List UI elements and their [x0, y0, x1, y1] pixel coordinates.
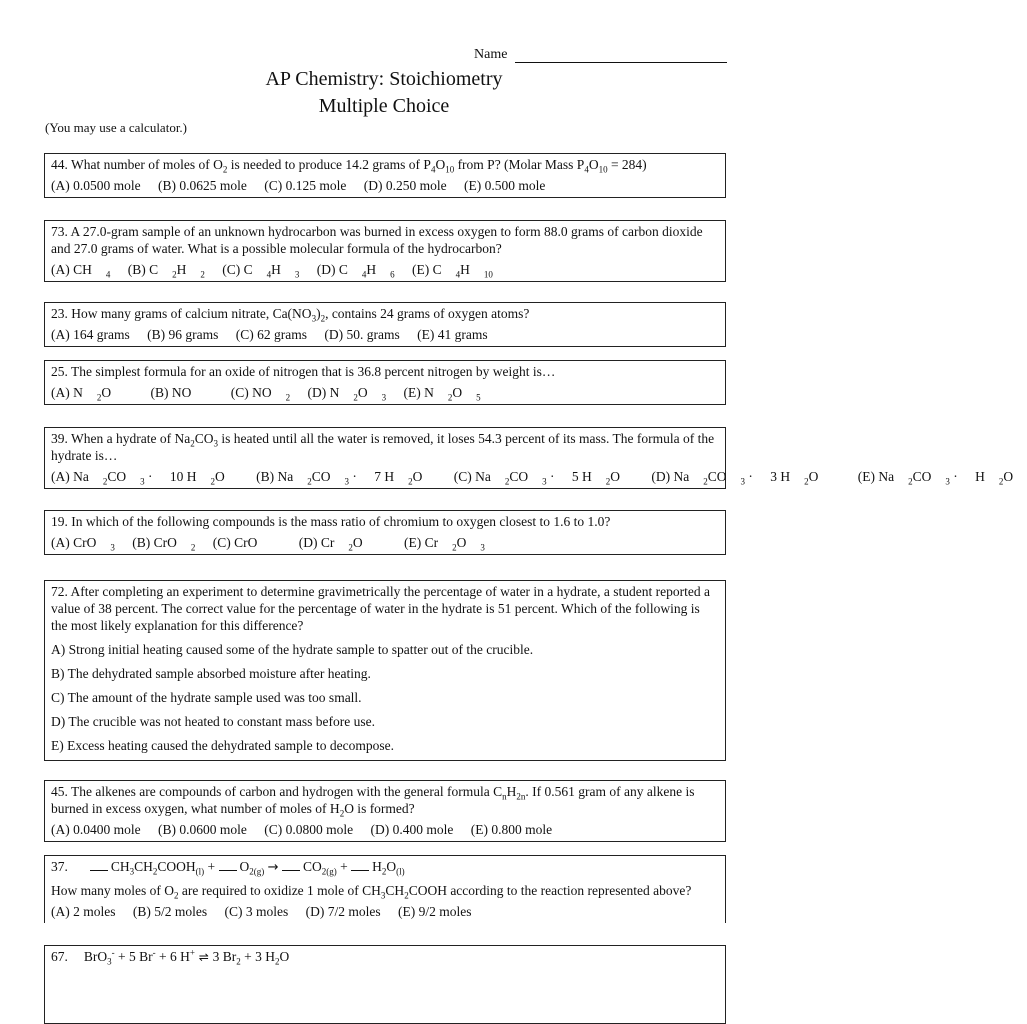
answer-d[interactable]: (D) Na $_2$CO $_3$ · 3 H $_2$O — [651, 469, 819, 487]
answer-c[interactable]: (C) CrO — [212, 535, 258, 550]
answer-b[interactable]: (B) Na $_2$CO $_3$ · 7 H $_2$O — [256, 469, 423, 487]
answer-c[interactable]: (C) 0.125 mole — [264, 178, 347, 193]
answer-choices — [51, 903, 719, 920]
answer-b[interactable]: (B) 0.0600 mole — [157, 822, 247, 837]
answer-b[interactable]: (B) NO — [150, 385, 192, 400]
question-72 — [44, 580, 726, 761]
blank-4[interactable] — [351, 858, 369, 871]
answer-d[interactable]: (D) 7/2 moles — [305, 904, 381, 919]
blank-3[interactable] — [282, 858, 300, 871]
question-text: 44. What number of moles of $O_2$ is needed to produce 14.2 grams of $P_4O_{10}$ from P? (Molar Mass $P_4O_{10} = 284$) — [51, 157, 647, 175]
question-text: 39. When a hydrate of $Na_2CO_3$ is heated until all the water is removed, it loses 54.3 percent of its mass. The formula of the hydrate is… — [51, 431, 715, 463]
page-subtitle: Multiple Choice — [318, 95, 450, 117]
blank-1[interactable] — [90, 858, 108, 871]
answer-a[interactable]: (A) 0.0500 mole — [51, 178, 141, 193]
name-line[interactable] — [515, 48, 727, 63]
answer-e[interactable]: (E) 0.800 mole — [470, 822, 553, 837]
option-e[interactable]: E) Excess heating caused the dehydrated sample to decompose. — [51, 738, 395, 753]
option-c[interactable]: C) The amount of the hydrate sample used was too small. — [51, 690, 362, 705]
answer-choices — [51, 821, 719, 838]
answer-c[interactable]: (C) 3 moles — [224, 904, 289, 919]
question-67 — [44, 945, 726, 1024]
question-37 — [44, 855, 726, 923]
answer-choices — [51, 177, 719, 194]
answer-a[interactable]: (A) N $_2$O — [51, 385, 112, 403]
answer-c[interactable]: (C) 62 grams — [235, 327, 307, 342]
answer-a[interactable]: (A) Na $_2$CO $_3$ · 10 H $_2$O — [51, 469, 225, 487]
reaction-equation: 67. BrO$_3$- + 5 Br- + 6 H+ ⇌ 3 $Br_2 + 3$ $H_2O$ — [51, 947, 290, 967]
answer-a[interactable]: (A) CrO $_3$ — [51, 535, 115, 553]
question-39 — [44, 427, 1014, 489]
answer-choices — [51, 326, 719, 343]
blank-2[interactable] — [219, 858, 237, 871]
answer-d[interactable]: (D) C $_4$H $_6$ — [316, 262, 395, 280]
name-label: Name — [474, 47, 508, 62]
question-text: 19. In which of the following compounds is the mass ratio of chromium to oxygen closest to 1.6 to 1.0? — [51, 514, 611, 529]
answer-d[interactable]: (D) 50. grams — [324, 327, 400, 342]
answer-d[interactable]: (D) N $_2$O $_3$ — [307, 385, 387, 403]
answer-c[interactable]: (C) C $_4$H $_3$ — [222, 262, 300, 280]
answer-choices — [51, 261, 719, 278]
question-45 — [44, 780, 726, 842]
answer-e[interactable]: (E) 41 grams — [417, 327, 488, 342]
option-d[interactable]: D) The crucible was not heated to constant mass before use. — [51, 714, 376, 729]
option-b[interactable]: B) The dehydrated sample absorbed moisture after heating. — [51, 666, 371, 681]
answer-a[interactable]: (A) 164 grams — [51, 327, 130, 342]
answer-b[interactable]: (B) C $_2$H $_2$ — [127, 262, 205, 280]
answer-b[interactable]: (B) 0.0625 mole — [157, 178, 247, 193]
answer-e[interactable]: (E) Cr $_2$O $_3$ — [404, 535, 485, 553]
question-19 — [44, 510, 726, 555]
answer-d[interactable]: (D) 0.400 mole — [370, 822, 454, 837]
answer-choices — [51, 468, 1014, 487]
answer-e[interactable]: (E) 0.500 mole — [463, 178, 546, 193]
answer-a[interactable]: (A) 2 moles — [51, 904, 116, 919]
answer-d[interactable]: (D) 0.250 mole — [363, 178, 447, 193]
question-25 — [44, 360, 726, 405]
answer-choices — [51, 534, 719, 551]
arrow-icon: → — [267, 860, 279, 875]
answer-b[interactable]: (B) CrO $_2$ — [132, 535, 196, 553]
question-text: 23. How many grams of calcium nitrate, $Ca(NO_3)_2$, contains 24 grams of oxygen atoms? — [51, 306, 530, 324]
answer-d[interactable]: (D) Cr $_2$O — [298, 535, 363, 553]
answer-c[interactable]: (C) 0.0800 mole — [264, 822, 354, 837]
answer-a[interactable]: (A) CH $_4$ — [51, 262, 111, 280]
name-field[interactable] — [474, 47, 727, 63]
page-title: AP Chemistry: Stoichiometry — [265, 68, 503, 90]
question-text: 73. A 27.0-gram sample of an unknown hydrocarbon was burned in excess oxygen to form 88.0 grams of carbon dioxide and 27.0 grams of water. What is a possible molecular formula of the hydrocarbon? — [51, 224, 703, 256]
question-73 — [44, 220, 726, 282]
question-23 — [44, 302, 726, 347]
answer-choices — [51, 384, 719, 401]
answer-e[interactable]: (E) C $_4$H $_{10}$ — [412, 262, 493, 280]
answer-e[interactable]: (E) 9/2 moles — [398, 904, 472, 919]
equilibrium-icon: ⇌ — [194, 950, 213, 964]
calculator-note: (You may use a calculator.) — [45, 120, 188, 135]
answer-c[interactable]: (C) NO $_2$ — [230, 385, 291, 403]
answer-b[interactable]: (B) 5/2 moles — [132, 904, 208, 919]
option-a[interactable]: A) Strong initial heating caused some of the hydrate sample to spatter out of the crucible. — [51, 642, 534, 657]
question-text: 45. The alkenes are compounds of carbon and hydrogen with the general formula $C_nH_{2n}$. If 0.561 gram of any alkene is burned in excess oxygen, what number of moles of $H_2O$ is formed? — [51, 784, 695, 819]
question-text: 72. After completing an experiment to determine gravimetrically the percentage of water in a hydrate, a student reported a value of 38 percent. The correct value for the percentage of water in the hydrate is 51 percent. Which of the following is the most likely explanation for this difference? — [51, 584, 710, 633]
answer-b[interactable]: (B) 96 grams — [147, 327, 219, 342]
answer-e[interactable]: (E) Na $_2$CO $_3$ · H $_2$O — [857, 469, 1014, 487]
answer-a[interactable]: (A) 0.0400 mole — [51, 822, 141, 837]
question-text: 25. The simplest formula for an oxide of nitrogen that is 36.8 percent nitrogen by weight is… — [51, 364, 556, 379]
answer-c[interactable]: (C) Na $_2$CO $_3$ · 5 H $_2$O — [453, 469, 621, 487]
answer-e[interactable]: (E) N $_2$O $_5$ — [403, 385, 481, 403]
question-44 — [44, 153, 726, 198]
reaction-equation: 37. $CH_3CH_2COOH_{(l)} + O_{2(g)} \to CO_{2(g)} + H_2O_{(l)}$ — [51, 859, 405, 877]
question-text: How many moles of $O_2$ are required to oxidize 1 mole of $CH_3CH_2COOH$ according to the reaction represented above? — [51, 883, 692, 901]
